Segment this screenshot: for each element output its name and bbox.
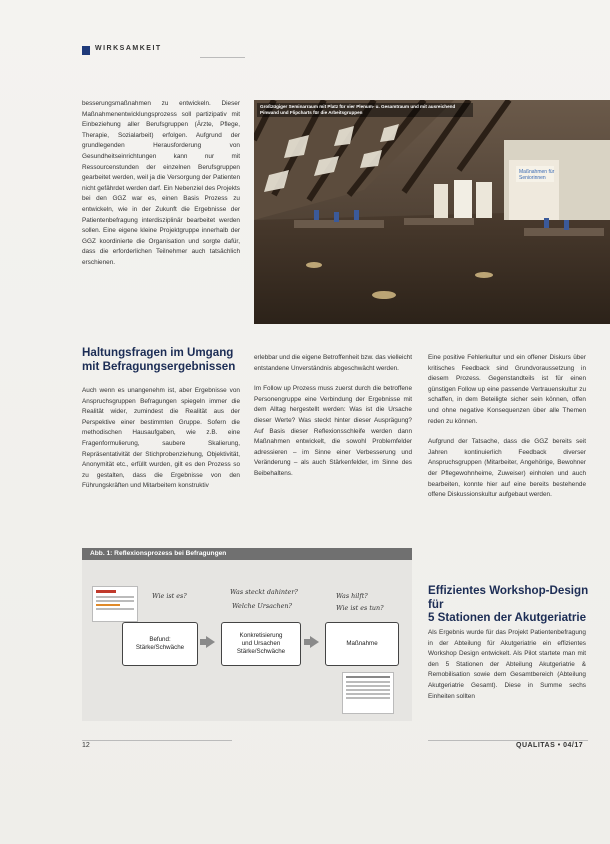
process-box-findings: Befund: Stärke/Schwäche — [122, 622, 198, 666]
column3-section2-body — [428, 628, 586, 712]
handwritten-note-3b: Wie ist es tun? — [336, 604, 384, 612]
section-label: WIRKSAMKEIT — [95, 45, 162, 52]
handwritten-note-3a: Was hilft? — [336, 592, 368, 600]
section-marker — [82, 46, 90, 55]
page-number: 12 — [82, 742, 90, 749]
heading-line: mit Befragungsergebnissen — [82, 359, 236, 373]
thumbnail-report — [92, 586, 138, 622]
column1-intro — [82, 99, 240, 279]
column3-body — [428, 353, 586, 511]
handwritten-note-2a: Was steckt dahinter? — [230, 588, 298, 596]
paragraph: erlebbar und die eigene Betroffenheit bzw. das vielleicht entstandene Unverständnis abgeschwächt werden. — [254, 354, 412, 372]
section-rule — [200, 57, 245, 58]
seminar-room-photo — [254, 100, 610, 324]
process-arrow-1 — [200, 636, 215, 648]
section1-heading — [82, 346, 252, 373]
heading-line: 5 Stationen der Akutgeriatrie — [428, 611, 587, 624]
handwritten-note-1: Wie ist es? — [152, 592, 187, 600]
paragraph: Auch wenn es unangenehm ist, aber Ergebnisse von Anspruchsgruppen Befragungen spiegeln immer die Realität wider, zumindest die Realität aus der Perspektive einer bestimmten Gruppe. Sofern die methodischen Hausaufgaben, wie z.B. eine Fragenformulierung, saubere Skalierung, Repräsentativität der Stichprobenziehung, Objektivität, Anonymität etc., erfüllt wurden, gilt es den Prozess so zu gestalten, dass die Ergebnisse von den Führungskräften und Mitarbeitern konstruktiv — [82, 387, 240, 490]
heading-line: Haltungsfragen im Umgang — [82, 346, 234, 359]
process-arrow-2 — [304, 636, 319, 648]
thumbnail-measures — [342, 672, 394, 714]
footer-rule-right — [428, 740, 588, 741]
handwritten-note-2b: Welche Ursachen? — [232, 602, 292, 610]
magazine-issue: QUALITAS • 04/17 — [516, 742, 584, 749]
poster-text: Maßnahmen für — [519, 169, 555, 175]
footer-rule-left — [82, 740, 232, 741]
figure-title: Abb. 1: Reflexionsprozess bei Befragungen — [82, 548, 412, 560]
process-box-causes: Konkretisierung und Ursachen Stärke/Schwäche — [221, 622, 301, 666]
seminar-room-illustration — [254, 100, 610, 324]
photo-caption: Großzügiger Seminarraum mit Platz für vier Plenum- u. Gesamtraum und mit ausreichend Pinwand und Flipcharts für die Arbeitsgruppen — [257, 103, 473, 117]
paragraph: Als Ergebnis wurde für das Projekt Patientenbefragung in der Abteilung für Akutgeriatrie ein effizientes Workshop Design entwickelt. Als Pilot startete man mit den 5 Stationen der Abteilung Akutgeriatrie & Remobilisation sowie dem Gesamtbereich (Abteilung Akutgeriatrie Gesamt). Diese in Summe sechs Einheiten sollten — [428, 629, 586, 700]
paragraph: Aufgrund der Tatsache, dass die GGZ bereits seit Jahren kontinuierlich Feedback diverser Anspruchsgruppen (Mitarbeiter, Angehörige, Bewohner der Pflegewohnheime, Zuweiser) einholen und auch bearbeiten, konnte hier auf eine bereits bestehende offene Diskussionskultur aufgebaut werden. — [428, 438, 586, 499]
paragraph: Eine positive Fehlerkultur und ein offener Diskurs über kritisches Feedback sind Grundvoraussetzung in diesem Prozess. Gegenstandteils ist für einen günstigen Follow up eine passende Vertrauenskultur zu schaffen, in dem Beteiligte sicher sein können, offen und ohne negative Konsequenzen über alle Themen reden zu können. — [428, 354, 586, 425]
process-box-measure: Maßnahme — [325, 622, 399, 666]
intro-paragraph: besserungsmaßnahmen zu entwickeln. Dieser Maßnahmenentwicklungsprozess soll partizipativ mit Einbeziehung aller Berufsgruppen (Ärzte, Pflege, Therapie, Sozialarbeit) erfolgen. Aufgrund der grundlegenden Herausforderung von Gesundheitseinrichtungen kann nur mit Ressourcenstunden der einzelnen Berufsgruppen gearbeitet werden, weil ja die Versorgung der Patienten nicht gefährdet werden darf. Ein Nebenziel des Projekts bei den GGZ war es, einen Basis Prozess zu entwickeln, wie in der Zukunft die Ergebnisse der Patientenbefragung interdisziplinär bearbeitet werden sollen. Eine eigene kleine Projektgruppe innerhalb der GGZ koordinierte die Organisation und sorgte dafür, dass die erforderlichen Teilnehmer auch tatsächlich erschienen. — [82, 100, 240, 266]
column2-body — [254, 353, 412, 490]
svg-text:Seniorinnen: Seniorinnen — [519, 175, 546, 181]
section2-heading — [428, 584, 598, 625]
column1-body — [82, 386, 240, 502]
paragraph: Im Follow up Prozess muss zuerst durch die betroffene Personengruppe eine Verbindung der Ergebnisse mit dem Alltag hergestellt werden: Was ist die Ursache dieser Werte? Was steckt hinter dieser Ausprägung? Auf Basis dieser Reflexionsschleife werden dann Maßnahmen entwickelt, die sowohl Problemfelder adressieren – im Sinne einer Verbesserung und Veränderung – als auch Stärkenfelder, im Sinne des Beibehaltens. — [254, 385, 412, 477]
heading-line: Effizientes Workshop-Design für — [428, 584, 589, 611]
